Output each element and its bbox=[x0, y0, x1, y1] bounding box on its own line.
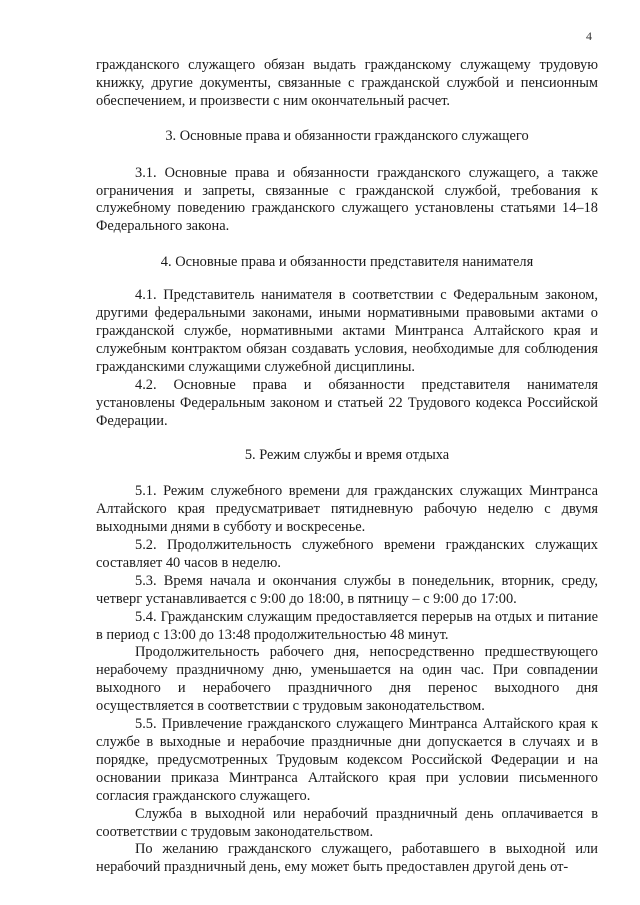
section-3-paragraph-1: 3.1. Основные права и обязанности гражданского служащего, а также ограничения и запреты, связанные с гражданской службой, требования к служебному поведению гражданского служащего установлены статьями 14–18 Федерального закона. bbox=[96, 164, 598, 235]
section-5-paragraph-7: Служба в выходной или нерабочий праздничный день оплачивается в соответствии с трудовым законодательством. bbox=[96, 805, 598, 840]
page-number: 4 bbox=[586, 29, 592, 43]
section-5-paragraph-8: По желанию гражданского служащего, работавшего в выходной или нерабочий праздничный день, ему может быть предоставлен другой день от- bbox=[96, 841, 598, 876]
section-5-paragraph-3: 5.3. Время начала и окончания службы в понедельник, вторник, среду, четверг устанавливается с 9:00 до 18:00, в пятницу – с 9:00 до 17:00. bbox=[96, 572, 598, 607]
section-4-paragraph-2: 4.2. Основные права и обязанности представителя нанимателя установлены Федеральным законом и статьей 22 Трудового кодекса Российской Федерации. bbox=[96, 376, 598, 429]
section-3-heading: 3. Основные права и обязанности гражданского служащего bbox=[165, 127, 529, 144]
section-5-heading: 5. Режим службы и время отдыха bbox=[244, 447, 450, 464]
intro-paragraph: гражданского служащего обязан выдать гражданскому служащему трудовую книжку, другие документы, связанные с гражданской службой и пенсионным обеспечением, и произвести с ним окончательный расчет. bbox=[96, 57, 598, 109]
section-5-paragraph-6: 5.5. Привлечение гражданского служащего Минтранса Алтайского края к службе в выходные и нерабочие праздничные дни допускается в случаях и в порядке, предусмотренных Трудовым кодексом Российской Федерации и на основании приказа Минтранса Алтайского края при условии письменного согласия гражданского служащего. bbox=[96, 716, 598, 804]
document-body bbox=[96, 57, 598, 877]
section-5-paragraph-1: 5.1. Режим служебного времени для гражданских служащих Минтранса Алтайского края предусматривает пятидневную рабочую неделю с двумя выходными днями в субботу и воскресенье. bbox=[96, 483, 598, 536]
section-5-paragraph-5: Продолжительность рабочего дня, непосредственно предшествующего нерабочему праздничному дню, уменьшается на один час. При совпадении выходного и нерабочего праздничного дня перенос выходного дня осуществляется в соответствии с трудовым законодательством. bbox=[96, 644, 598, 715]
section-4-paragraph-1: 4.1. Представитель нанимателя в соответствии с Федеральным законом, другими федеральными законами, иными нормативными правовыми актами о гражданской службе, нормативными актами Минтранса Алтайского края и служебным контрактом обязан создавать условия, необходимые для соблюдения гражданскими служащими служебной дисциплины. bbox=[96, 287, 598, 375]
section-4-heading: 4. Основные права и обязанности представителя нанимателя bbox=[160, 254, 534, 271]
section-5-paragraph-4: 5.4. Гражданским служащим предоставляется перерыв на отдых и питание в период с 13:00 до 13:48 продолжительностью 48 минут. bbox=[96, 608, 598, 643]
section-5-paragraph-2: 5.2. Продолжительность служебного времени гражданских служащих составляет 40 часов в неделю. bbox=[96, 537, 598, 571]
